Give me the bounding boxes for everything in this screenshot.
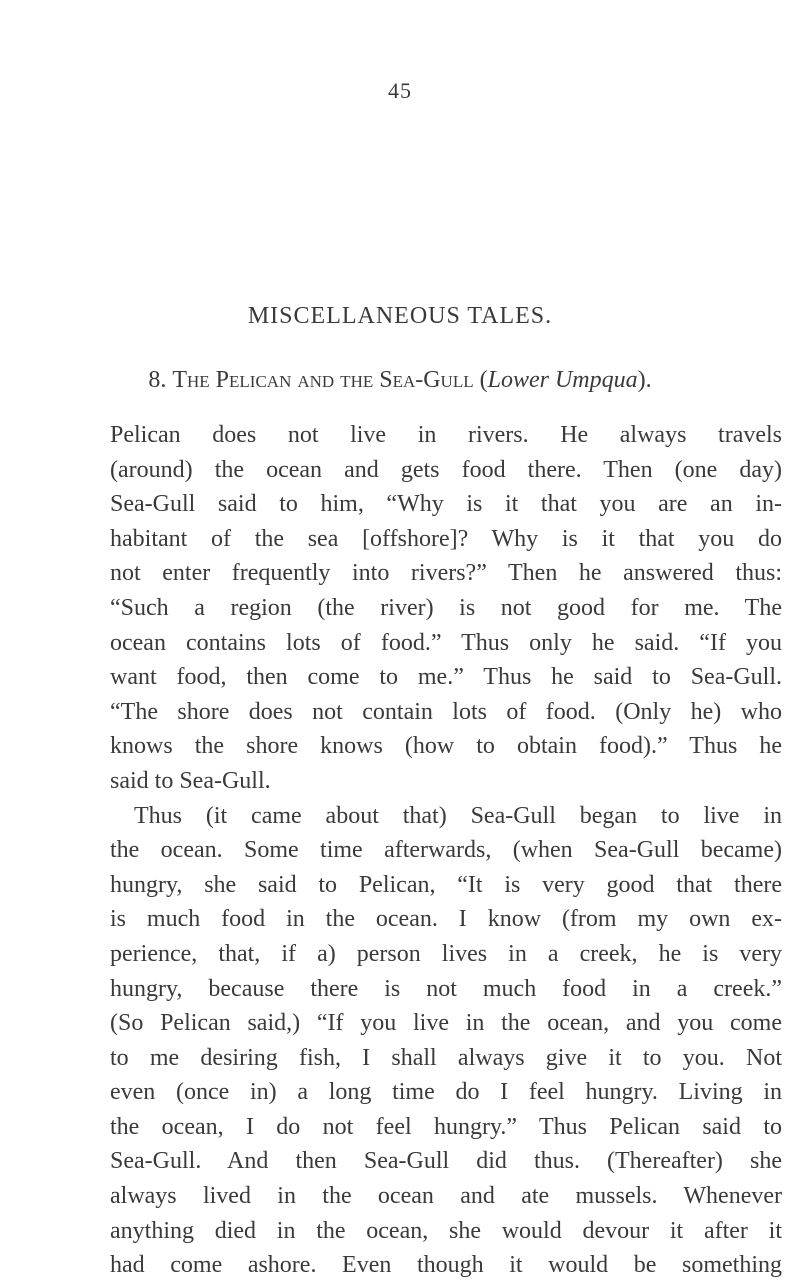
- text-line: “Such a region (the river) is not good for me. The: [110, 594, 782, 621]
- story-body: [110, 418, 782, 1283]
- paragraph-end-line: said to Sea-Gull.: [110, 767, 271, 794]
- text-line: (around) the ocean and gets food there. Then (one day): [110, 456, 782, 483]
- story-title-paren-close: ).: [637, 367, 652, 393]
- text-line: Sea-Gull. And then Sea-Gull did thus. (Thereafter) she: [110, 1148, 782, 1175]
- text-line: want food, then come to me.” Thus he said to Sea-Gull.: [110, 664, 782, 691]
- text-line: (So Pelican said,) “If you live in the ocean, and you come: [110, 1010, 782, 1037]
- text-line: always lived in the ocean and ate mussels. Whenever: [110, 1183, 782, 1210]
- text-line: hungry, she said to Pelican, “It is very good that there: [110, 871, 782, 898]
- text-line: knows the shore knows (how to obtain food).” Thus he: [110, 733, 782, 760]
- section-heading: MISCELLANEOUS TALES.: [247, 303, 553, 329]
- text-line: the ocean. Some time afterwards, (when Sea-Gull became): [110, 837, 782, 864]
- text-line: had come ashore. Even though it would be something: [110, 1252, 782, 1279]
- text-line: to me desiring fish, I shall always give it to you. Not: [110, 1044, 782, 1071]
- story-title-text: The Pelican and the Sea-Gull: [172, 367, 474, 393]
- text-line: Sea-Gull said to him, “Why is it that you are an in-: [110, 491, 782, 518]
- text-line: Pelican does not live in rivers. He always travels: [110, 422, 782, 448]
- page-number: 45: [388, 78, 412, 103]
- story-title-paren-open: (: [473, 367, 488, 393]
- story-dialect: Lower Umpqua: [487, 367, 638, 393]
- text-line: not enter frequently into rivers?” Then he answered thus:: [110, 560, 782, 587]
- story-title: [0, 367, 800, 394]
- text-line: even (once in) a long time do I feel hungry. Living in: [110, 1079, 782, 1106]
- text-line: is much food in the ocean. I know (from my own ex-: [110, 906, 782, 933]
- paragraph-start-line: Thus (it came about that) Sea-Gull began to live in: [134, 802, 782, 829]
- story-number: 8.: [148, 367, 173, 393]
- text-line: “The shore does not contain lots of food. (Only he) who: [110, 698, 782, 725]
- text-line: hungry, because there is not much food in a creek.”: [110, 975, 782, 1002]
- text-line: habitant of the sea [offshore]? Why is it that you do: [110, 525, 782, 552]
- text-line: ocean contains lots of food.” Thus only he said. “If you: [110, 629, 782, 656]
- text-line: the ocean, I do not feel hungry.” Thus Pelican said to: [110, 1113, 782, 1140]
- text-line: anything died in the ocean, she would devour it after it: [110, 1217, 782, 1244]
- text-line: perience, that, if a) person lives in a creek, he is very: [110, 940, 782, 967]
